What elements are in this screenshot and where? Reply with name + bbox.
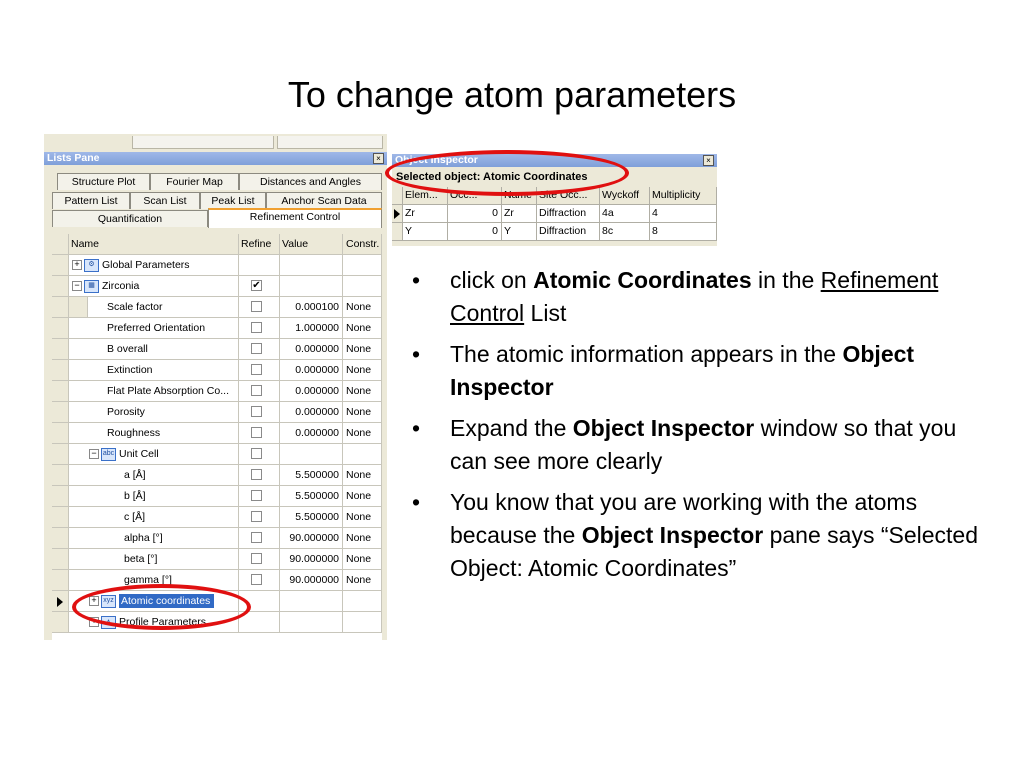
object-inspector-title: Object Inspector — [395, 154, 478, 166]
name-cell[interactable]: Y — [502, 223, 537, 241]
highlight-callout-inspector — [385, 150, 629, 196]
highlight-callout-atomic-coordinates — [72, 584, 251, 630]
column-header-value[interactable]: Value — [280, 234, 343, 255]
table-row[interactable] — [52, 402, 382, 423]
toolbar-strip — [44, 134, 387, 152]
occupancy-cell[interactable]: 0 — [448, 205, 502, 223]
value-cell[interactable] — [280, 612, 343, 633]
occupancy-cell[interactable]: 0 — [448, 223, 502, 241]
table-row[interactable] — [52, 255, 382, 276]
refine-cell — [239, 318, 280, 339]
bullet-dot: • — [412, 341, 421, 367]
value-cell[interactable] — [280, 444, 343, 465]
table-row[interactable] — [392, 223, 717, 241]
table-row[interactable] — [52, 465, 382, 486]
multiplicity-cell[interactable]: 4 — [650, 205, 717, 223]
bullet-text: Expand the — [450, 415, 573, 441]
close-icon[interactable]: × — [373, 153, 384, 164]
wyckoff-cell[interactable]: 8c — [600, 223, 650, 241]
refine-checkbox[interactable] — [251, 574, 262, 585]
bullet-emphasis: Atomic Coordinates — [533, 267, 752, 293]
tab-quantification[interactable]: Quantification — [52, 210, 208, 227]
constraint-cell[interactable]: None — [343, 381, 382, 402]
row-indicator — [52, 381, 69, 402]
tab-distances-and-angles[interactable]: Distances and Angles — [239, 173, 382, 190]
expand-icon[interactable]: + — [89, 617, 99, 627]
refine-checkbox[interactable] — [251, 364, 262, 375]
close-icon[interactable]: × — [703, 155, 714, 166]
column-header-wyckoff[interactable]: Wyckoff — [600, 187, 650, 205]
constraint-cell[interactable]: None — [343, 528, 382, 549]
constraint-cell[interactable]: None — [343, 318, 382, 339]
table-row[interactable] — [52, 549, 382, 570]
expand-icon[interactable]: + — [89, 596, 99, 606]
row-indicator — [52, 402, 69, 423]
bullet-list — [412, 264, 992, 593]
refine-cell — [239, 381, 280, 402]
bullet-dot: • — [412, 489, 421, 515]
row-indicator — [52, 528, 69, 549]
refine-checkbox[interactable] — [251, 448, 262, 459]
value-cell[interactable]: 1.000000 — [280, 318, 343, 339]
collapse-icon[interactable]: − — [89, 449, 99, 459]
row-indicator — [52, 318, 69, 339]
refine-cell — [239, 360, 280, 381]
row-label[interactable]: Extinction — [69, 360, 239, 381]
refine-cell — [239, 444, 280, 465]
column-header-element[interactable]: Elem... — [403, 187, 448, 205]
bullet-emphasis: Object Inspector — [450, 341, 915, 400]
constraint-cell[interactable] — [343, 444, 382, 465]
refine-cell — [239, 423, 280, 444]
grid-header — [52, 234, 382, 255]
lists-pane-title: Lists Pane — [47, 152, 100, 164]
site-occupancy-cell[interactable]: Diffraction — [537, 223, 600, 241]
constraint-cell[interactable]: None — [343, 297, 382, 318]
refine-checkbox[interactable] — [251, 490, 262, 501]
refine-cell — [239, 276, 280, 297]
row-label[interactable]: Flat Plate Absorption Co... — [69, 381, 239, 402]
value-cell[interactable] — [280, 255, 343, 276]
refine-checkbox[interactable] — [251, 406, 262, 417]
refine-cell — [239, 570, 280, 591]
row-label[interactable]: Roughness — [69, 423, 239, 444]
bullet-text: in the — [751, 267, 821, 293]
unit-cell-icon: abc — [101, 448, 116, 461]
constraint-cell[interactable]: None — [343, 549, 382, 570]
table-row[interactable] — [52, 339, 382, 360]
current-row-arrow-icon — [394, 209, 400, 219]
bullet-text: The atomic information appears in the — [450, 341, 843, 367]
refine-cell — [239, 549, 280, 570]
refine-cell — [239, 486, 280, 507]
column-header-refine[interactable]: Refine — [239, 234, 280, 255]
row-indicator — [52, 255, 69, 276]
refine-checkbox[interactable] — [251, 322, 262, 333]
row-label[interactable]: beta [°] — [69, 549, 239, 570]
value-cell[interactable]: 5.500000 — [280, 465, 343, 486]
refine-checkbox[interactable] — [251, 469, 262, 480]
row-label[interactable]: alpha [°] — [69, 528, 239, 549]
bullet-text: List — [524, 300, 567, 326]
table-row[interactable] — [52, 276, 382, 297]
row-indicator — [52, 360, 69, 381]
row-indicator — [52, 549, 69, 570]
row-label[interactable]: Preferred Orientation — [69, 318, 239, 339]
constraint-cell[interactable]: None — [343, 465, 382, 486]
constraint-cell[interactable]: None — [343, 402, 382, 423]
gear-icon: ⚙ — [84, 259, 99, 272]
tab-scan-list[interactable]: Scan List — [130, 192, 200, 209]
tab-refinement-control[interactable]: Refinement Control — [208, 208, 382, 228]
column-header-multiplicity[interactable]: Multiplicity — [650, 187, 717, 205]
column-header-name[interactable]: Name — [502, 187, 537, 205]
constraint-cell[interactable] — [343, 276, 382, 297]
row-indicator-column — [392, 187, 403, 205]
table-row[interactable] — [52, 318, 382, 339]
row-label: Atomic coordinates — [119, 594, 214, 608]
row-indicator — [52, 276, 69, 297]
refine-checkbox[interactable] — [251, 427, 262, 438]
constraint-cell[interactable] — [343, 612, 382, 633]
table-row[interactable] — [52, 507, 382, 528]
row-indicator — [52, 444, 69, 465]
refine-checkbox[interactable] — [251, 553, 262, 564]
value-cell[interactable]: 5.500000 — [280, 486, 343, 507]
tab-pattern-list[interactable]: Pattern List — [52, 192, 130, 209]
value-cell[interactable]: 90.000000 — [280, 570, 343, 591]
phase-icon: ▦ — [84, 280, 99, 293]
toolbar-combo[interactable] — [132, 136, 274, 149]
bullet-underline: Refinement Control — [450, 267, 939, 326]
current-row-arrow-icon — [57, 597, 63, 607]
bullet-item — [412, 486, 992, 585]
tree-node-unit-cell[interactable] — [69, 444, 239, 465]
atomic-coordinates-icon: xyz — [101, 595, 116, 608]
bullet-text: click on — [450, 267, 534, 293]
refine-checkbox[interactable] — [251, 385, 262, 396]
tab-anchor-scan-data[interactable]: Anchor Scan Data — [266, 192, 382, 209]
refine-checkbox[interactable] — [251, 511, 262, 522]
lists-pane — [44, 134, 387, 640]
table-row[interactable] — [52, 297, 382, 318]
refine-checkbox[interactable] — [251, 301, 262, 312]
row-label: Zirconia — [102, 280, 140, 292]
bullet-emphasis: Object Inspector — [581, 522, 764, 548]
column-header-name[interactable]: Name — [69, 234, 239, 255]
element-cell[interactable]: Y — [403, 223, 448, 241]
column-header-constraint[interactable]: Constr. — [343, 234, 382, 255]
row-indicator — [52, 591, 69, 612]
tab-structure-plot[interactable]: Structure Plot — [57, 173, 150, 190]
slide-title: To change atom parameters — [287, 74, 737, 115]
row-label[interactable]: B overall — [69, 339, 239, 360]
row-label[interactable]: Porosity — [69, 402, 239, 423]
toolbar-combo[interactable] — [277, 136, 383, 149]
constraint-cell[interactable]: None — [343, 570, 382, 591]
expand-icon[interactable]: + — [72, 260, 82, 270]
constraint-cell[interactable]: None — [343, 339, 382, 360]
tree-node-zirconia[interactable] — [69, 276, 239, 297]
row-indicator — [52, 423, 69, 444]
refine-cell — [239, 528, 280, 549]
table-row[interactable] — [52, 528, 382, 549]
refine-checkbox[interactable]: ✔ — [252, 280, 261, 291]
value-cell[interactable]: 0.000000 — [280, 339, 343, 360]
refine-cell — [239, 465, 280, 486]
table-row[interactable] — [52, 570, 382, 591]
bullet-dot: • — [412, 267, 421, 293]
refine-cell[interactable] — [239, 255, 280, 276]
value-cell[interactable]: 0.000000 — [280, 423, 343, 444]
table-row[interactable] — [52, 444, 382, 465]
bullet-dot: • — [412, 415, 421, 441]
constraint-cell[interactable]: None — [343, 360, 382, 381]
constraint-cell[interactable]: None — [343, 507, 382, 528]
constraint-cell[interactable]: None — [343, 423, 382, 444]
row-indicator — [52, 486, 69, 507]
value-cell[interactable]: 0.000100 — [280, 297, 343, 318]
bullet-emphasis: Object Inspector — [572, 415, 755, 441]
value-cell[interactable]: 90.000000 — [280, 549, 343, 570]
row-indicator — [52, 297, 69, 318]
table-row[interactable] — [52, 360, 382, 381]
row-label[interactable]: b [Å] — [69, 486, 239, 507]
table-row[interactable] — [52, 423, 382, 444]
row-label[interactable]: c [Å] — [69, 507, 239, 528]
table-row[interactable] — [52, 486, 382, 507]
tree-node-global-parameters[interactable] — [69, 255, 239, 276]
refine-cell — [239, 402, 280, 423]
row-label[interactable]: gamma [°] — [69, 570, 239, 591]
refine-checkbox[interactable] — [251, 532, 262, 543]
profile-icon: ⩚ — [101, 616, 116, 629]
constraint-cell[interactable] — [343, 591, 382, 612]
lists-pane-titlebar — [44, 152, 387, 165]
value-cell[interactable]: 90.000000 — [280, 528, 343, 549]
bullet-item — [412, 338, 992, 404]
refine-checkbox[interactable] — [251, 343, 262, 354]
row-label[interactable]: Scale factor — [69, 297, 239, 318]
refine-cell — [239, 507, 280, 528]
element-cell[interactable]: Zr — [403, 205, 448, 223]
row-indicator — [52, 339, 69, 360]
row-label: Global Parameters — [102, 259, 190, 271]
refine-cell — [239, 297, 280, 318]
tab-fourier-map[interactable]: Fourier Map — [150, 173, 239, 190]
bullet-text: window so that you can see more clearly — [450, 415, 957, 474]
bullet-text: pane says “Selected Object: Atomic Coordinates” — [450, 522, 978, 581]
name-cell[interactable]: Zr — [502, 205, 537, 223]
table-row[interactable] — [392, 205, 717, 223]
constraint-cell[interactable] — [343, 255, 382, 276]
tab-peak-list[interactable]: Peak List — [200, 192, 266, 209]
row-indicator-column — [52, 234, 69, 255]
bullet-text: You know that you are working with the atoms because the — [450, 489, 918, 548]
refinement-control-grid — [52, 234, 382, 640]
row-indicator — [52, 570, 69, 591]
row-label: Unit Cell — [119, 448, 159, 460]
row-indicator — [392, 223, 403, 241]
row-indicator — [392, 205, 403, 223]
row-indicator — [52, 612, 69, 633]
bullet-item — [412, 264, 992, 330]
value-cell[interactable]: 0.000000 — [280, 402, 343, 423]
row-indicator — [52, 465, 69, 486]
value-cell[interactable]: 0.000000 — [280, 381, 343, 402]
value-cell[interactable] — [280, 276, 343, 297]
multiplicity-cell[interactable]: 8 — [650, 223, 717, 241]
wyckoff-cell[interactable]: 4a — [600, 205, 650, 223]
value-cell[interactable]: 0.000000 — [280, 360, 343, 381]
row-label: Profile Parameters — [119, 616, 206, 628]
selected-object-label: Selected object: Atomic Coordinates — [396, 171, 588, 183]
collapse-icon[interactable]: − — [72, 281, 82, 291]
row-indicator — [52, 507, 69, 528]
site-occupancy-cell[interactable]: Diffraction — [537, 205, 600, 223]
value-cell[interactable]: 5.500000 — [280, 507, 343, 528]
row-label[interactable]: a [Å] — [69, 465, 239, 486]
constraint-cell[interactable]: None — [343, 486, 382, 507]
value-cell[interactable] — [280, 591, 343, 612]
bullet-item — [412, 412, 992, 478]
table-row[interactable] — [52, 381, 382, 402]
column-header-site-occupancy[interactable]: Site Occ... — [537, 187, 600, 205]
column-header-occupancy[interactable]: Occ... — [448, 187, 502, 205]
refine-cell — [239, 339, 280, 360]
